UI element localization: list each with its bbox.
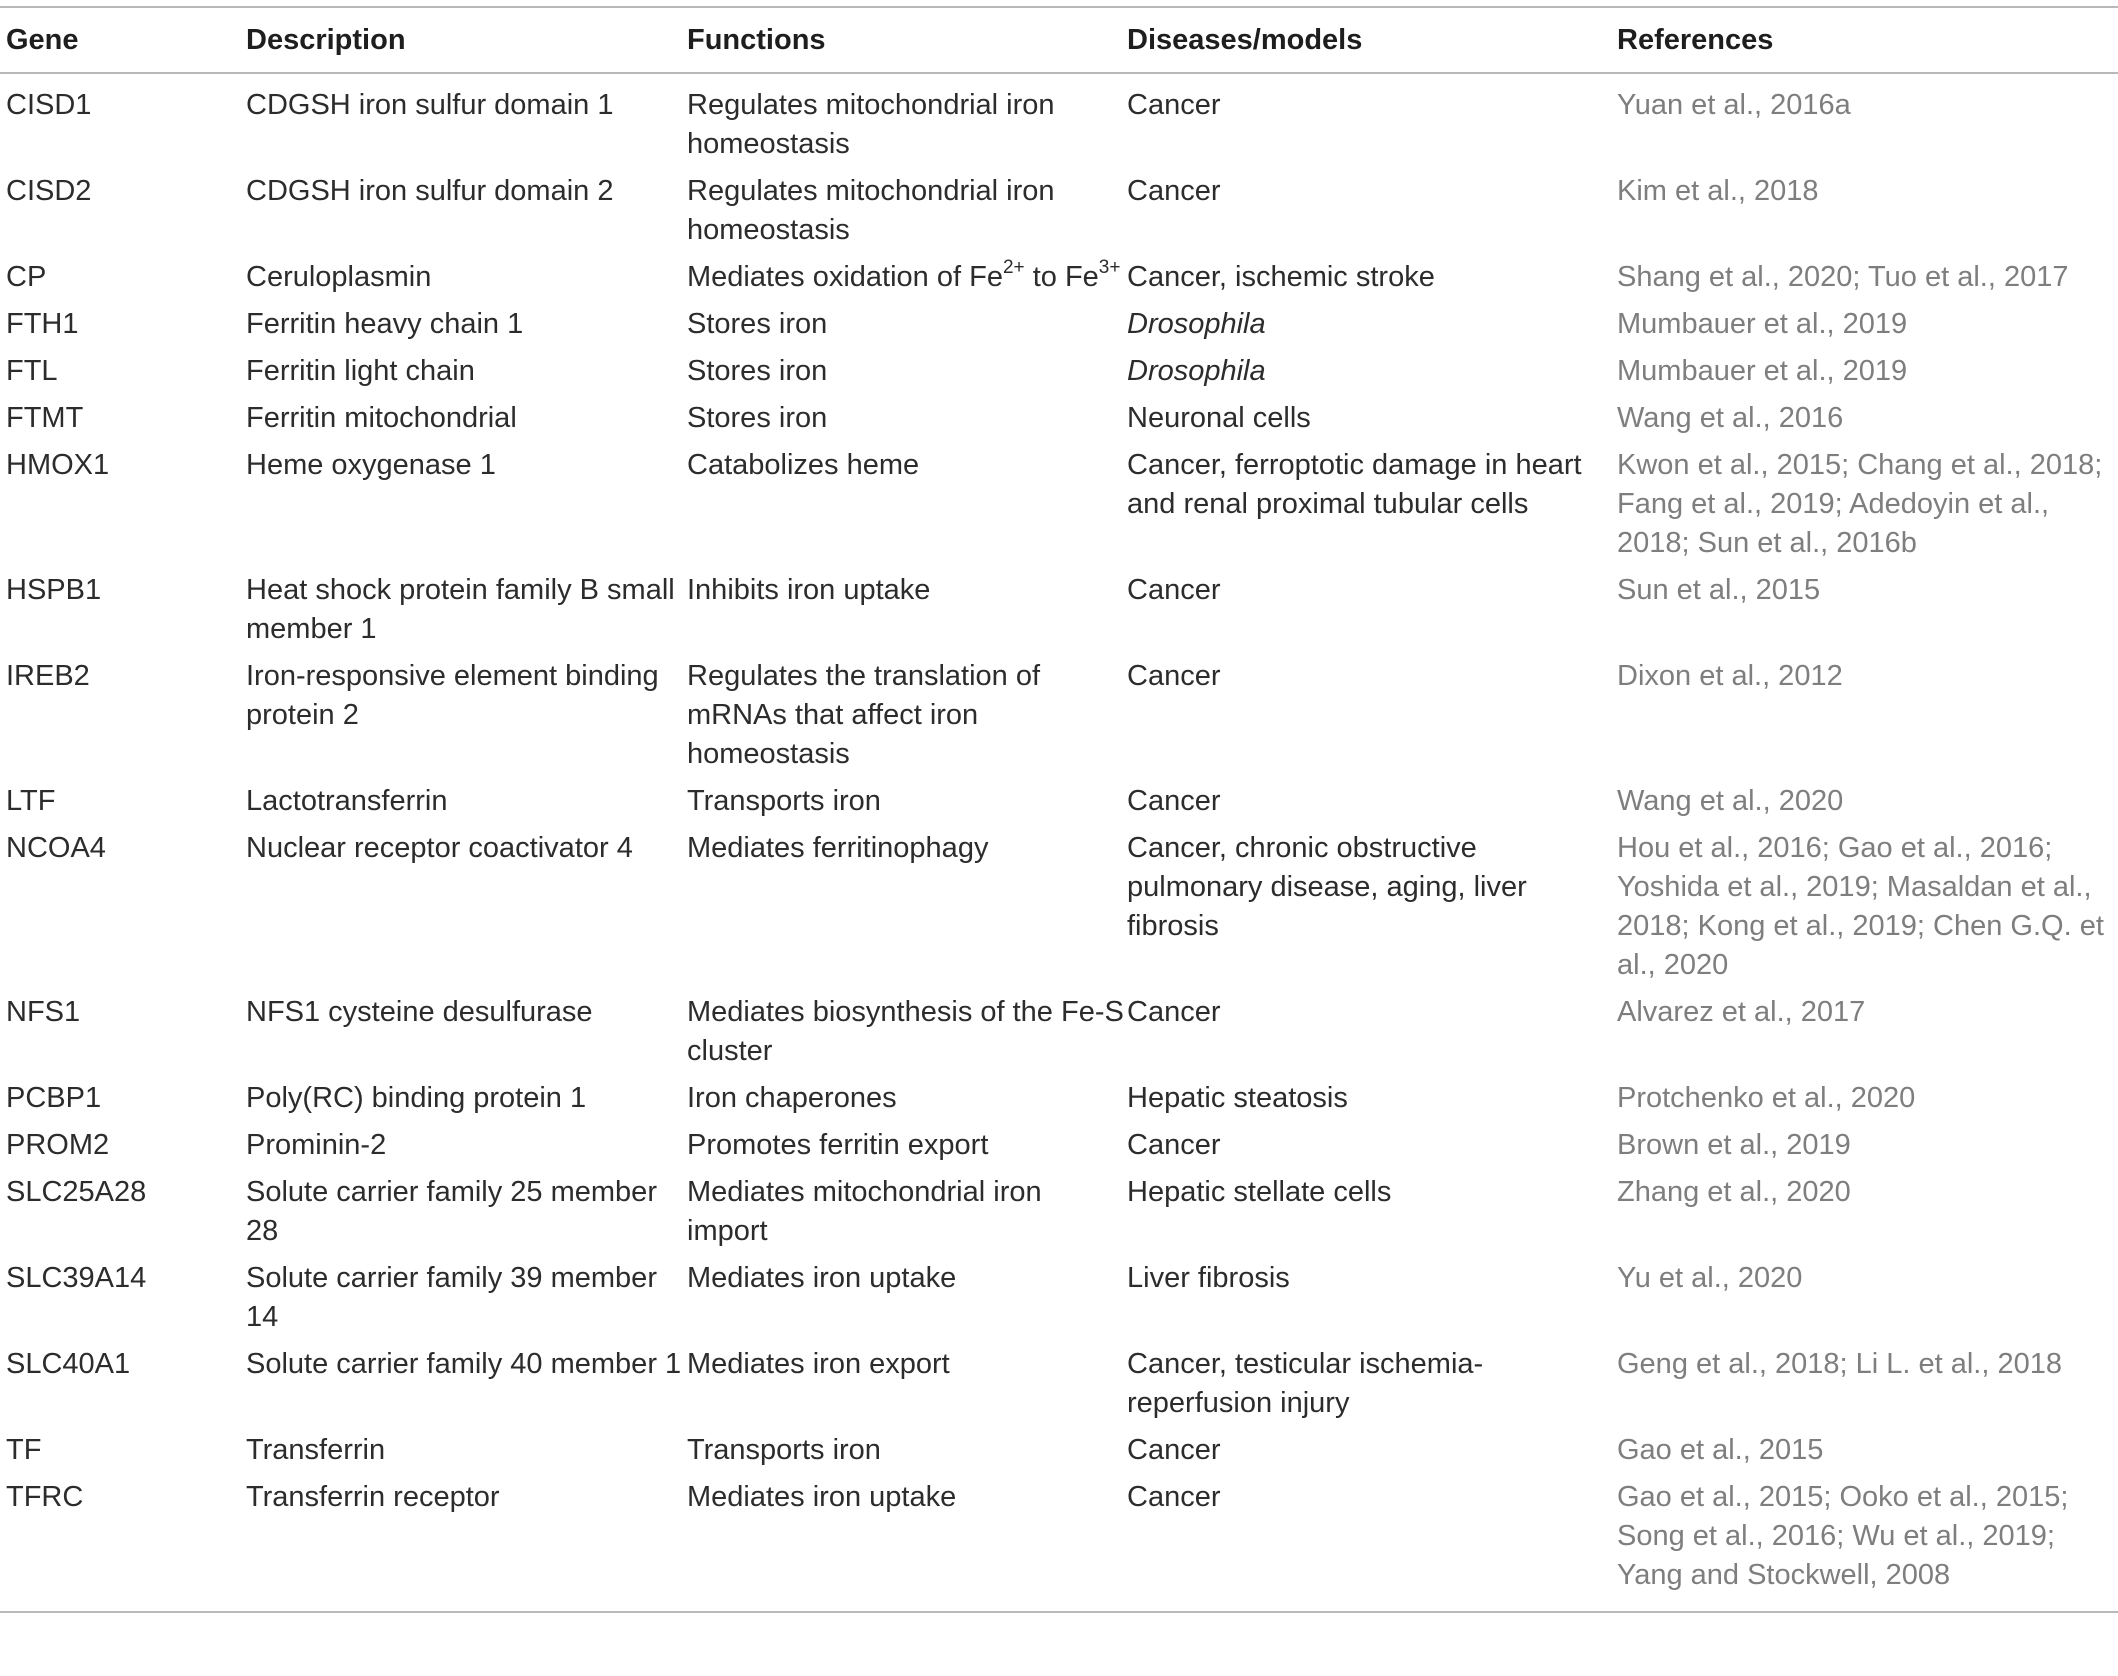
references-cell[interactable]: Yu et al., 2020 (1617, 1262, 1803, 1294)
diseases-cell: Cancer (1127, 996, 1221, 1028)
table-row (0, 1079, 2118, 1126)
diseases-cell: Cancer (1127, 574, 1221, 606)
functions-cell: Mediates biosynthesis of the Fe-S cluster (687, 996, 1124, 1067)
gene-cell: TFRC (6, 1481, 84, 1513)
functions-cell: Catabolizes heme (687, 449, 920, 481)
table-row (0, 657, 2118, 782)
gene-cell: PROM2 (6, 1129, 110, 1161)
diseases-cell: Cancer (1127, 1481, 1221, 1513)
description-cell: Ferritin heavy chain 1 (246, 308, 524, 340)
gene-cell: SLC40A1 (6, 1348, 131, 1380)
functions-cell: Promotes ferritin export (687, 1129, 989, 1161)
description-cell: Heme oxygenase 1 (246, 449, 496, 481)
references-cell[interactable]: Dixon et al., 2012 (1617, 660, 1843, 692)
table-row (0, 1126, 2118, 1173)
functions-cell: Mediates mitochondrial iron import (687, 1176, 1042, 1247)
description-cell: Solute carrier family 25 member 28 (246, 1176, 657, 1247)
diseases-cell: Hepatic stellate cells (1127, 1176, 1392, 1208)
functions-cell: Regulates mitochondrial iron homeostasis (687, 175, 1055, 246)
gene-cell: PCBP1 (6, 1082, 102, 1114)
functions-text: to Fe (1024, 261, 1099, 293)
description-cell: Ferritin mitochondrial (246, 402, 517, 434)
description-cell: CDGSH iron sulfur domain 1 (246, 89, 614, 121)
references-cell[interactable]: Wang et al., 2020 (1617, 785, 1844, 817)
references-cell[interactable]: Gao et al., 2015 (1617, 1434, 1824, 1466)
description-cell: Solute carrier family 39 member 14 (246, 1262, 657, 1333)
references-cell[interactable] (1617, 1603, 2118, 1612)
functions-cell: Mediates iron export (687, 1348, 950, 1380)
gene-cell: FTMT (6, 402, 84, 434)
gene-cell: CP (6, 261, 47, 293)
description-cell: NFS1 cysteine desulfurase (246, 996, 593, 1028)
gene-cell: LTF (6, 785, 56, 817)
table-row (0, 73, 2118, 172)
functions-cell: Inhibits iron uptake (687, 574, 931, 606)
gene-cell (0, 1603, 246, 1612)
references-cell[interactable]: Hou et al., 2016; Gao et al., 2016; Yoshida et al., 2019; Masaldan et al., 2018; Kong et al., 2019; Chen G.Q. et al., 2020 (1617, 832, 2104, 981)
gene-cell: SLC39A14 (6, 1262, 147, 1294)
table-row (0, 1431, 2118, 1478)
table-row (0, 829, 2118, 993)
references-cell[interactable]: Zhang et al., 2020 (1617, 1176, 1851, 1208)
functions-cell: Iron chaperones (687, 1082, 897, 1114)
references-cell[interactable]: Kwon et al., 2015; Chang et al., 2018; Fang et al., 2019; Adedoyin et al., 2018; Sun et al., 2016b (1617, 449, 2103, 559)
table-row (0, 1603, 2118, 1612)
table-row (0, 782, 2118, 829)
header-diseases: Diseases/models (1127, 23, 1363, 56)
diseases-cell: Cancer (1127, 89, 1221, 121)
functions-cell: Stores iron (687, 308, 828, 340)
diseases-cell: Drosophila (1127, 355, 1266, 387)
description-cell: CDGSH iron sulfur domain 2 (246, 175, 614, 207)
description-cell: Lactotransferrin (246, 785, 448, 817)
gene-cell: CISD1 (6, 89, 92, 121)
diseases-cell: Cancer, chronic obstructive pulmonary disease, aging, liver fibrosis (1127, 832, 1527, 942)
table-row (0, 993, 2118, 1079)
description-cell (246, 1603, 687, 1612)
references-cell[interactable]: Brown et al., 2019 (1617, 1129, 1851, 1161)
gene-cell: CISD2 (6, 175, 92, 207)
references-cell[interactable]: Mumbauer et al., 2019 (1617, 308, 1908, 340)
diseases-cell (1127, 1603, 1617, 1612)
header-references: References (1617, 23, 1774, 56)
functions-text: Mediates oxidation of Fe (687, 261, 1003, 293)
functions-cell: Regulates mitochondrial iron homeostasis (687, 89, 1055, 160)
diseases-cell: Hepatic steatosis (1127, 1082, 1348, 1114)
diseases-cell: Cancer (1127, 785, 1221, 817)
diseases-cell: Drosophila (1127, 308, 1266, 340)
references-cell[interactable]: Alvarez et al., 2017 (1617, 996, 1866, 1028)
references-cell[interactable]: Geng et al., 2018; Li L. et al., 2018 (1617, 1348, 2062, 1380)
description-cell: Poly(RC) binding protein 1 (246, 1082, 587, 1114)
header-gene: Gene (6, 23, 79, 56)
references-cell[interactable]: Protchenko et al., 2020 (1617, 1082, 1916, 1114)
references-cell[interactable]: Yuan et al., 2016a (1617, 89, 1851, 121)
table-row (0, 172, 2118, 258)
references-cell[interactable]: Kim et al., 2018 (1617, 175, 1819, 207)
diseases-cell: Cancer (1127, 175, 1221, 207)
table-row (0, 1345, 2118, 1431)
gene-cell: IREB2 (6, 660, 90, 692)
references-cell[interactable]: Wang et al., 2016 (1617, 402, 1844, 434)
functions-cell: Mediates ferritinophagy (687, 832, 989, 864)
gene-cell: HSPB1 (6, 574, 102, 606)
description-cell: Transferrin (246, 1434, 386, 1466)
functions-cell: Transports iron (687, 785, 881, 817)
functions-cell: Regulates the translation of mRNAs that affect iron homeostasis (687, 660, 1041, 770)
gene-cell: NFS1 (6, 996, 81, 1028)
diseases-cell: Cancer (1127, 1129, 1221, 1161)
table-row (0, 352, 2118, 399)
description-cell: Ceruloplasmin (246, 261, 432, 293)
gene-table-container (0, 6, 2118, 1613)
functions-cell: Transports iron (687, 1434, 881, 1466)
diseases-cell: Cancer, ferroptotic damage in heart and renal proximal tubular cells (1127, 449, 1582, 520)
superscript-charge: 2+ (1002, 257, 1025, 279)
functions-cell (687, 258, 1127, 305)
description-cell: Ferritin light chain (246, 355, 475, 387)
table-row (0, 1173, 2118, 1259)
functions-cell: Stores iron (687, 355, 828, 387)
diseases-cell: Liver fibrosis (1127, 1262, 1290, 1294)
table-row (0, 399, 2118, 446)
gene-cell: FTH1 (6, 308, 79, 340)
diseases-cell: Neuronal cells (1127, 402, 1311, 434)
gene-table (0, 6, 2118, 1613)
references-cell[interactable]: Gao et al., 2015; Ooko et al., 2015; Song et al., 2016; Wu et al., 2019; Yang and Stockwell, 2008 (1617, 1481, 2069, 1591)
references-cell[interactable]: Sun et al., 2015 (1617, 574, 1821, 606)
description-cell: Heat shock protein family B small member 1 (246, 574, 675, 645)
table-header (0, 7, 2118, 73)
gene-cell: FTL (6, 355, 58, 387)
diseases-cell: Cancer, ischemic stroke (1127, 261, 1435, 293)
table-row (0, 1478, 2118, 1603)
table-row (0, 446, 2118, 571)
gene-cell: TF (6, 1434, 42, 1466)
description-cell: Iron-responsive element binding protein 2 (246, 660, 659, 731)
description-cell: Transferrin receptor (246, 1481, 500, 1513)
functions-cell (687, 1603, 1127, 1612)
functions-cell: Mediates iron uptake (687, 1262, 957, 1294)
diseases-cell: Cancer, testicular ischemia-reperfusion injury (1127, 1348, 1484, 1419)
references-cell[interactable]: Mumbauer et al., 2019 (1617, 355, 1908, 387)
functions-cell: Stores iron (687, 402, 828, 434)
gene-cell: HMOX1 (6, 449, 110, 481)
gene-cell: SLC25A28 (6, 1176, 147, 1208)
table-row (0, 571, 2118, 657)
gene-cell: NCOA4 (6, 832, 106, 864)
references-cell[interactable]: Shang et al., 2020; Tuo et al., 2017 (1617, 261, 2069, 293)
header-row (0, 7, 2118, 73)
header-description: Description (246, 23, 406, 56)
functions-cell: Mediates iron uptake (687, 1481, 957, 1513)
table-row (0, 258, 2118, 305)
description-cell: Solute carrier family 40 member 1 (246, 1348, 682, 1380)
description-cell: Nuclear receptor coactivator 4 (246, 832, 633, 864)
description-cell: Prominin-2 (246, 1129, 387, 1161)
table-body (0, 73, 2118, 1612)
table-row (0, 1259, 2118, 1345)
diseases-cell: Cancer (1127, 1434, 1221, 1466)
header-functions: Functions (687, 23, 826, 56)
table-row (0, 305, 2118, 352)
superscript-charge: 3+ (1098, 257, 1121, 279)
diseases-cell: Cancer (1127, 660, 1221, 692)
